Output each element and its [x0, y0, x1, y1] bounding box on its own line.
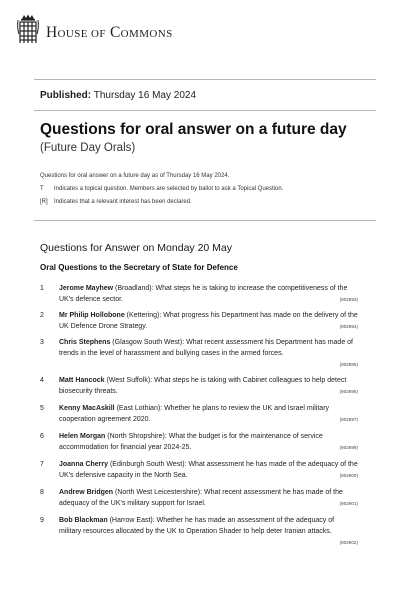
key-symbol: [R]: [40, 199, 48, 205]
constituency: (Edinburgh South West):: [108, 461, 189, 468]
published-value: Thursday 16 May 2024: [91, 90, 197, 101]
department-heading: Oral Questions to the Secretary of State for Defence: [40, 263, 238, 272]
divider: [34, 220, 376, 221]
constituency: (Broadland):: [113, 285, 156, 292]
question-text: What recent assessment he has made of the adequacy of the UK's military support for Israel.: [59, 489, 343, 507]
member-name: Helen Morgan: [59, 433, 106, 440]
org-name-part: C: [105, 24, 121, 41]
key-row: [40, 196, 370, 209]
member-name: Joanna Cherry: [59, 461, 109, 468]
org-name-part: OMMONS: [120, 28, 173, 40]
question-reference: (902902): [339, 540, 358, 545]
question-reference: (902900): [339, 473, 358, 478]
question-number: 2: [40, 312, 44, 319]
constituency: (North Shropshire):: [105, 433, 169, 440]
member-name: Chris Stephens: [59, 339, 111, 346]
page-title: Questions for oral answer on a future day: [40, 121, 347, 138]
constituency: (East Lothian):: [114, 405, 165, 412]
question-number: 8: [40, 489, 44, 496]
question-item: [40, 310, 358, 332]
section-heading: Questions for Answer on Monday 20 May: [40, 242, 233, 254]
question-number: 9: [40, 517, 44, 524]
key-text: Indicates a topical question. Members are selected by ballot to ask a Topical Question.: [54, 186, 284, 192]
question-reference: (902893): [339, 297, 358, 302]
question-text: Whether he has made an assessment of the adequacy of military resources allocated by the UK to Operation Shader to help deter Iranian attacks.: [59, 517, 335, 535]
question-reference: (902895): [339, 362, 358, 367]
question-text: What assessment he has made of the adequacy of the UK's defensive capacity in the North Sea.: [59, 461, 358, 479]
constituency: (Kettering):: [124, 312, 164, 319]
key-row: [40, 183, 370, 196]
constituency: (Glasgow South West):: [110, 339, 187, 346]
question-item: [40, 431, 358, 453]
divider: [34, 79, 376, 80]
member-name: Bob Blackman: [59, 517, 108, 524]
published-date: [40, 90, 196, 101]
constituency: (Harrow East):: [107, 517, 157, 524]
org-name-part: H: [46, 24, 58, 41]
question-number: 7: [40, 461, 44, 468]
question-item: [40, 487, 358, 509]
question-text: What steps he is taking to increase the competitiveness of the UK's defence sector.: [59, 285, 348, 303]
question-reference: (902899): [339, 445, 358, 450]
question-number: 6: [40, 433, 44, 440]
published-label: Published:: [40, 90, 92, 101]
question-item: [40, 403, 358, 425]
question-item: [40, 375, 358, 397]
question-number: 4: [40, 377, 44, 384]
question-text: What the budget is for the maintenance of service accommodation for financial year 2024-25.: [59, 433, 323, 451]
document-header: [16, 14, 384, 50]
question-item: [40, 515, 358, 545]
member-name: Andrew Bridgen: [59, 489, 114, 496]
org-name-part: OUSE OF: [57, 28, 106, 40]
page-subtitle: (Future Day Orals): [40, 142, 136, 154]
question-item: [40, 337, 358, 367]
question-text: What progress his Department has made on the delivery of the UK Defence Drone Strategy.: [59, 312, 358, 330]
question-reference: (902897): [339, 417, 358, 422]
question-reference: (902901): [339, 501, 358, 506]
question-reference: (902894): [339, 324, 358, 329]
key-text: Indicates that a relevant interest has been declared.: [54, 199, 192, 205]
question-number: 3: [40, 339, 44, 346]
intro-line: Questions for oral answer on a future day as of Thursday 16 May 2024.: [40, 173, 230, 179]
question-text: What steps he is taking with Cabinet colleagues to help detect biosecurity threats.: [59, 377, 347, 395]
question-number: 5: [40, 405, 44, 412]
portcullis-logo-icon: [16, 14, 40, 46]
divider: [34, 110, 376, 111]
member-name: Kenny MacAskill: [59, 405, 115, 412]
member-name: Mr Philip Hollobone: [59, 312, 125, 319]
question-text: What recent assessment his Department has made of trends in the level of harassment and bullying cases in the armed forces.: [59, 339, 354, 357]
question-number: 1: [40, 285, 44, 292]
member-name: Jerome Mayhew: [59, 285, 114, 292]
constituency: (West Suffolk):: [104, 377, 155, 384]
intro-block: [40, 170, 370, 209]
constituency: (North West Leicestershire):: [113, 489, 204, 496]
organisation-name: [46, 24, 173, 42]
question-reference: (902896): [339, 389, 358, 394]
question-item: [40, 459, 358, 481]
question-item: [40, 283, 358, 305]
key-symbol: T: [40, 186, 44, 192]
question-text: Whether he plans to review the UK and Israel military cooperation agreement 2020.: [59, 405, 330, 423]
member-name: Matt Hancock: [59, 377, 105, 384]
